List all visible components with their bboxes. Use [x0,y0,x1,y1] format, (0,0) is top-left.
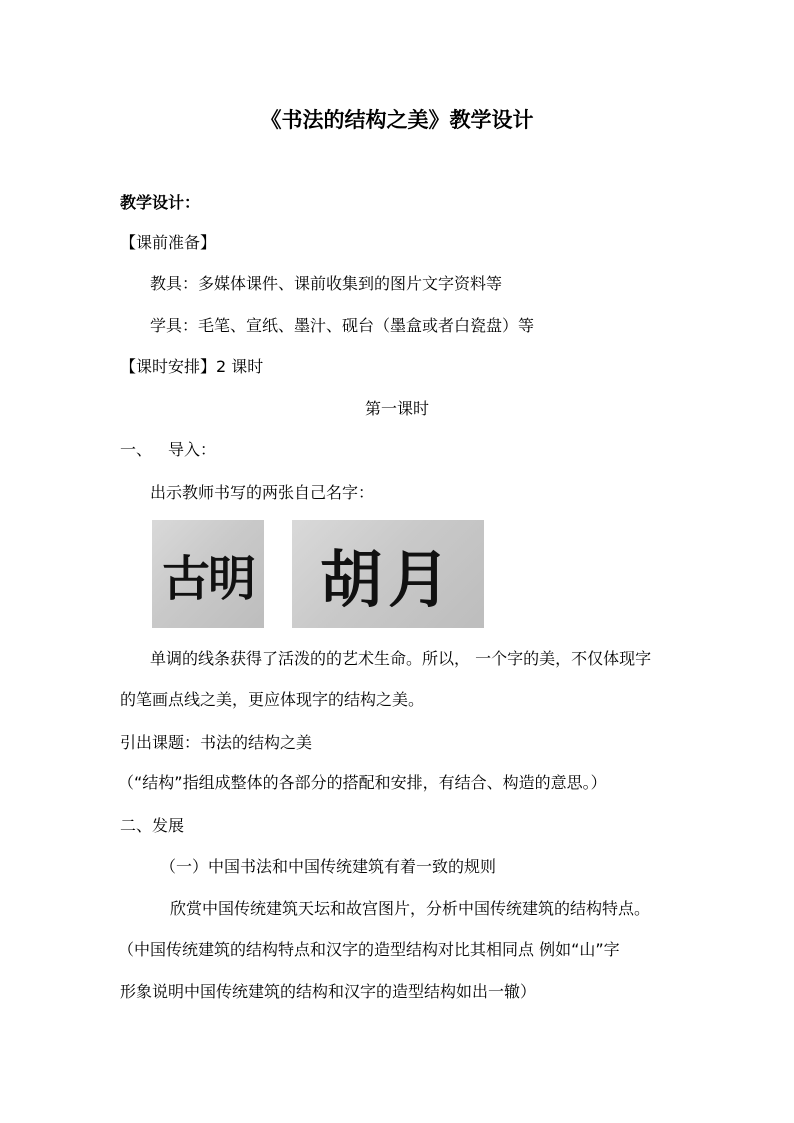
compare-line-2: 形象说明中国传统建筑的结构和汉字的造型结构如出一辙） [120,982,537,1001]
appreciate-line: 欣赏中国传统建筑天坛和故宫图片，分析中国传统建筑的结构特点。 [170,899,651,918]
calligraphy-photo-2-text: 胡月 [319,542,456,616]
prep-heading: 【课前准备】 [120,233,217,252]
document-title: 《书法的结构之美》教学设计 [260,108,534,132]
calligraphy-photo-2 [292,520,484,628]
develop-heading: 二、发展 [120,816,185,835]
calligraphy-photo-1-text: 古明 [161,550,254,607]
definition-line: （“结构”指组成整体的各部分的搭配和安排，有结合、构造的意思。） [118,773,607,792]
paragraph-1-line-1: 单调的线条获得了活泼的的艺术生命。所以， 一个字的美，不仅体现字 [150,649,652,668]
lesson-title: 第一课时 [364,399,429,418]
compare-line-1: （中国传统建筑的结构特点和汉字的造型结构对比其相同点 例如“山”字 [118,940,620,959]
intro-number: 一、 [120,440,153,459]
intro-text: 出示教师书写的两张自己名字： [150,483,375,502]
section-heading: 教学设计： [120,193,201,212]
paragraph-1-line-2: 的笔画点线之美，更应体现字的结构之美。 [120,690,425,709]
subsection-1: （一）中国书法和中国传统建筑有着一致的规则 [160,857,497,876]
intro-label: 导入： [168,440,217,459]
prep-teacher: 教具：多媒体课件、课前收集到的图片文字资料等 [150,274,503,293]
topic-line: 引出课题：书法的结构之美 [120,733,313,752]
prep-student: 学具：毛笔、宣纸、墨汁、砚台（墨盒或者白瓷盘）等 [150,316,535,335]
schedule: 【课时安排】2 课时 [120,357,264,376]
calligraphy-photo-1 [152,520,264,628]
